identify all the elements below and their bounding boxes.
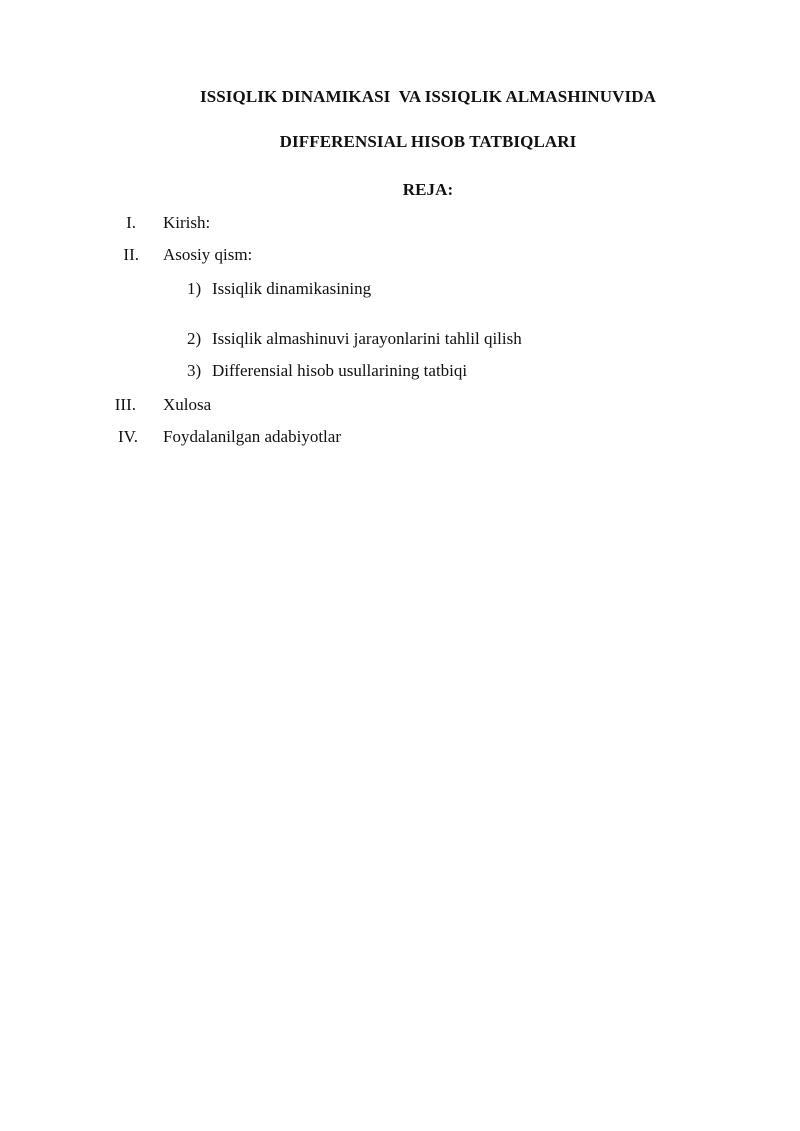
sub-item-number: 3) (187, 361, 202, 380)
outline-text: Asosiy qism: (163, 245, 253, 264)
document-title-line-2: DIFFERENSIAL HISOB TATBIQLARI (279, 132, 577, 151)
plan-heading: REJA: (402, 180, 454, 199)
document-title-line-1: ISSIQLIK DINAMIKASI VA ISSIQLIK ALMASHINUVIDA (199, 87, 657, 106)
outline-numeral: III. (114, 395, 136, 414)
sub-item-text: Issiqlik almashinuvi jarayonlarini tahlil qilish (212, 329, 522, 348)
outline-numeral: IV. (118, 427, 138, 446)
sub-item-text: Differensial hisob usullarining tatbiqi (212, 361, 468, 380)
outline-text: Kirish: (163, 213, 211, 232)
outline-numeral: II. (123, 245, 139, 264)
outline-text: Xulosa (163, 395, 212, 414)
sub-item-number: 1) (187, 279, 202, 298)
outline-numeral: I. (126, 213, 136, 232)
sub-item-text: Issiqlik dinamikasining (212, 279, 372, 298)
outline-text: Foydalanilgan adabiyotlar (163, 427, 341, 446)
sub-item-number: 2) (187, 329, 202, 348)
